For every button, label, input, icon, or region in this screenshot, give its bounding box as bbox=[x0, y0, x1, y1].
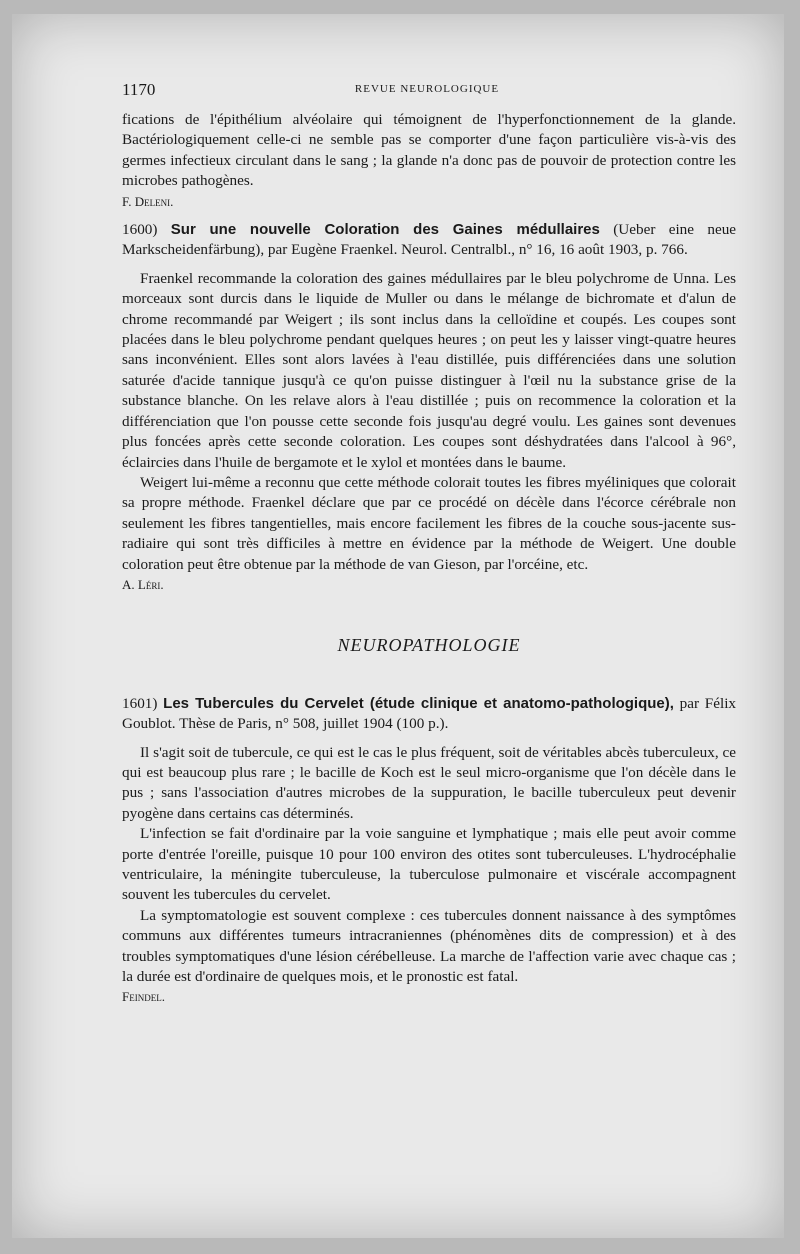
entry-1601-paragraph-3: La symptomatologie est souvent complexe : ces tubercules donnent naissance à des symptômes communs aux différentes tumeurs intracraniennes (phénomènes dits de compression) et à des troubles symptomatiques d'une lésion cérébelleuse. La marche de l'affection varie avec chaque cas ; la durée est d'ordinaire de quelques mois, et le pronostic est fatal. bbox=[122, 906, 736, 986]
entry-1600-title: Sur une nouvelle Coloration des Gaines médullaires bbox=[170, 221, 600, 239]
entry-1600-number: 1600) bbox=[122, 221, 158, 239]
entry-1601-heading bbox=[122, 694, 736, 735]
running-head bbox=[122, 80, 732, 100]
section-heading: NEUROPATHOLOGIE bbox=[337, 635, 521, 656]
entry-1600-heading bbox=[122, 220, 736, 261]
entry-1600-body bbox=[122, 269, 736, 575]
page-body bbox=[122, 110, 736, 1008]
signature-deleni: F. Deleni. bbox=[122, 193, 174, 209]
page-number: 1170 bbox=[122, 80, 156, 99]
entry-1601-paragraph-2: L'infection se fait d'ordinaire par la voie sanguine et lymphatique ; mais elle peut avoir comme porte d'entrée l'oreille, puisque 10 pour 100 environ des otites sont tuberculeuses. L'hydrocéphalie ventriculaire, la méningite tuberculeuse, la tuberculose pulmonaire et viscérale accompagnent souvent les tubercules du cervelet. bbox=[122, 825, 736, 904]
journal-title: REVUE NEUROLOGIQUE bbox=[354, 83, 500, 95]
entry-1600-paragraph-1: Fraenkel recommande la coloration des gaines médullaires par le bleu polychrome de Unna. Les morceaux sont durcis dans le liquide de Muller ou dans le mélange de bichromate et d'alun de chrome recommandé par Weigert ; ils sont inclus dans la celloïdine et coupés. Les coupes sont placées dans le bleu polychrome pendant quelques heures ; on peut les y laisser vingt-quatre heures sans inconvénient. Elles sont alors lavées à l'eau distillée, puis différenciées dans une solution saturée d'acide tannique jusqu'à ce qu'on puisse distinguer à l'œil nu la substance grise de la substance blanche. On les relave alors à l'eau distillée ; puis on recommence la coloration et la différenciation que l'on pousse cette seconde fois jusqu'au degré voulu. Les gaines sont devenues plus foncées après cette seconde coloration. Les coupes sont déshydratées dans l'alcool à 96°, éclaircies dans l'huile de bergamote et le xylol et montées dans le baume. bbox=[122, 269, 736, 471]
entry-1600 bbox=[122, 220, 736, 595]
entry-1601-title: Les Tubercules du Cervelet (étude clinique et anatomo-pathologique), bbox=[163, 694, 674, 712]
signature-feindel: Feindel. bbox=[122, 989, 165, 1005]
entry-1601 bbox=[122, 694, 736, 1008]
entry-1601-number: 1601) bbox=[122, 694, 158, 712]
continuation-paragraph: fications de l'épithélium alvéolaire qui témoignent de l'hyperfonctionnement de la glande. Bactériologiquement celle-ci ne semble pas se comporter d'une façon particulière vis-à-vis des germes infectieux circulant dans le sang ; la glande n'a donc pas de pouvoir de protection contre les microbes pathogènes. bbox=[122, 111, 736, 190]
entry-1601-body bbox=[122, 743, 736, 988]
page bbox=[12, 14, 784, 1238]
entry-1601-paragraph-1: Il s'agit soit de tubercule, ce qui est le cas le plus fréquent, soit de véritables abcès tuberculeux, ce qui est beaucoup plus rare ; le bacille de Koch est le seul micro-organisme que l'on décèle dans le pus ; sans l'association d'autres microbes de la suppuration, le bacille tuberculeux peut devenir pyogène dans certains cas déterminés. bbox=[122, 743, 736, 822]
entry-1600-citation: (Ueber eine neue Markscheidenfärbung), par Eugène Fraenkel. Neurol. Centralbl., n° 16, 16 août 1903, p. 766. bbox=[122, 221, 737, 259]
signature-leri: A. Léri. bbox=[122, 576, 164, 592]
entry-1600-paragraph-2: Weigert lui-même a reconnu que cette méthode colorait toutes les fibres myéliniques que colorait sa propre méthode. Fraenkel déclare que par ce procédé on décèle dans l'écorce cérébrale non seulement les fibres tangentielles, mais encore facilement les fibres de la couche sous-jacente sus-radiaire qui sont très difficiles à mettre en évidence par la méthode de Weigert. Une double coloration peut être obtenue par la méthode de van Gieson, par l'orcéine, etc. bbox=[122, 473, 736, 573]
entry-1601-citation: par Félix Goublot. Thèse de Paris, n° 508, juillet 1904 (100 p.). bbox=[122, 694, 737, 733]
